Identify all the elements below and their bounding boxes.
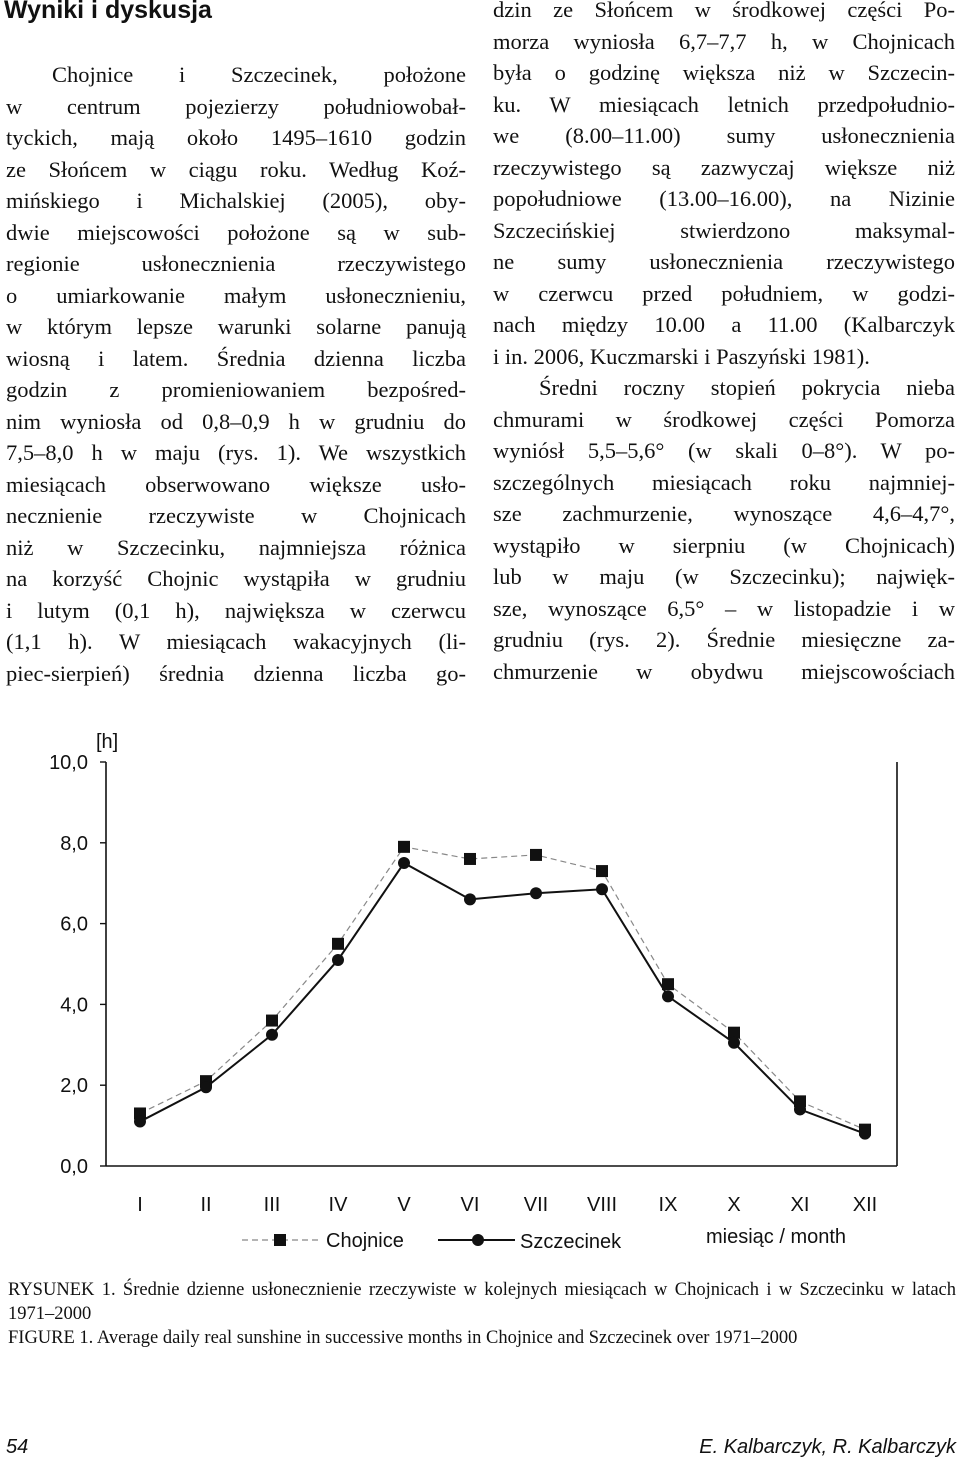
text-line: necznienie rzeczywiste w Chojnicach <box>6 503 466 528</box>
text-line: wyniósł 5,5–5,6° (w skali 0–8°). W po- <box>493 438 955 463</box>
legend-label-szczecinek: Szczecinek <box>520 1231 622 1253</box>
text-line: sze zachmurzenie, wynoszące 4,6–4,7°, <box>493 501 955 526</box>
data-point-chojnice <box>266 1015 278 1027</box>
text-line: szczególnych miesiącach roku najmniej- <box>493 469 955 495</box>
text-line: 7,5–8,0 h w maju (rys. 1). We wszystkich <box>6 440 466 465</box>
y-axis-unit-label: [h] <box>96 731 119 753</box>
text-line: i in. 2006, Kuczmarski i Paszyński 1981). <box>493 343 870 369</box>
text-line: w centrum pojezierzy południowobał- <box>6 93 466 119</box>
y-tick-label: 10,0 <box>49 752 88 774</box>
text-line: nach między 10.00 a 11.00 (Kalbarczyk <box>493 312 955 337</box>
x-axis-label: miesiąc / month <box>706 1226 847 1248</box>
text-column-left <box>6 59 466 689</box>
legend-marker-szczecinek <box>472 1234 484 1246</box>
text-line: regionie usłonecznienia rzeczywistego <box>6 251 466 276</box>
x-tick-label: X <box>727 1194 741 1216</box>
text-line: wystąpiło w sierpniu (w Chojnicach) <box>493 532 955 558</box>
x-tick-label: IV <box>328 1194 348 1216</box>
x-tick-label: III <box>263 1194 281 1216</box>
data-point-szczecinek <box>266 1029 278 1041</box>
text-line: godzin z promieniowaniem bezpośred- <box>6 377 466 402</box>
text-line: miesiącach obserwowano większe usło- <box>6 471 466 497</box>
y-tick-label: 2,0 <box>60 1075 88 1098</box>
data-point-szczecinek <box>794 1103 806 1115</box>
text-line: chmurzenie w obydwu miejscowościach <box>493 658 955 684</box>
data-point-chojnice <box>398 841 410 853</box>
text-line: morza wyniosła 6,7–7,7 h, w Chojnicach <box>493 28 955 54</box>
data-point-szczecinek <box>332 954 344 966</box>
y-tick-label: 0,0 <box>60 1156 88 1178</box>
text-line: na korzyść Chojnic wystąpiła w grudniu <box>6 566 466 591</box>
x-tick-label: VII <box>523 1194 549 1216</box>
series-line-chojnice <box>140 847 865 1130</box>
text-line: w czerwcu przed południem, w godzi- <box>493 280 955 306</box>
x-tick-label: XI <box>790 1194 810 1216</box>
x-tick-label: II <box>200 1194 212 1216</box>
data-point-chojnice <box>332 938 344 950</box>
data-point-chojnice <box>530 849 542 861</box>
text-line: ne sumy usłonecznienia rzeczywistego <box>493 249 955 274</box>
text-line: ku. W miesiącach letnich przedpołudnio- <box>493 91 955 117</box>
x-tick-label: VIII <box>586 1194 618 1216</box>
data-point-szczecinek <box>134 1116 146 1128</box>
x-tick-label: XII <box>852 1194 878 1216</box>
text-line: chmurami w środkowej części Pomorza <box>493 406 955 432</box>
text-line: dwie miejscowości położone są w sub- <box>6 219 466 245</box>
series-line-szczecinek <box>140 863 865 1134</box>
text-line: lub w maju (w Szczecinku); najwięk- <box>493 564 955 589</box>
data-point-szczecinek <box>530 887 542 899</box>
text-line: (1,1 h). W miesiącach wakacyjnych (li- <box>6 629 466 654</box>
x-tick-label: IX <box>658 1194 678 1216</box>
text-line: grudniu (rys. 2). Średnie miesięczne za- <box>493 627 955 652</box>
legend-label-chojnice: Chojnice <box>326 1230 404 1252</box>
text-line: o umiarkowanie małym usłonecznieniu, <box>6 282 466 308</box>
data-point-chojnice <box>464 853 476 865</box>
text-line: sze, wynoszące 6,5° – w listopadzie i w <box>493 595 955 621</box>
data-point-szczecinek <box>662 990 674 1002</box>
text-line: w którym lepsze warunki solarne panują <box>6 314 466 339</box>
text-line: rzeczywistego są zazwyczaj większe niż <box>493 154 955 180</box>
text-line: niż w Szczecinku, najmniejsza różnica <box>6 534 466 560</box>
text-line: piec-sierpień) średnia dzienna liczba go- <box>6 660 466 686</box>
y-tick-label: 8,0 <box>60 832 88 855</box>
text-line: tyckich, mają około 1495–1610 godzin <box>6 125 466 150</box>
text-line: wiosną i latem. Średnia dzienna liczba <box>6 345 466 371</box>
text-line: Szczecińskiej stwierdzono maksymal- <box>493 217 955 243</box>
y-tick-label: 4,0 <box>60 994 88 1017</box>
section-heading: Wyniki i dyskusja <box>4 0 212 24</box>
data-point-szczecinek <box>200 1081 212 1093</box>
legend-marker-chojnice <box>274 1234 286 1246</box>
caption-pl: RYSUNEK 1. Średnie dzienne usłonecznienie rzeczywiste w kolejnych miesiącach w Chojnicach i w Szczecinku w latach 1971–2000 <box>8 1280 956 1324</box>
text-line: we (8.00–11.00) sumy usłonecznienia <box>493 123 955 148</box>
figure-captions <box>8 1278 956 1350</box>
y-tick-label: 6,0 <box>60 913 88 936</box>
data-point-szczecinek <box>728 1037 740 1049</box>
text-line: nim wyniosła od 0,8–0,9 h w grudniu do <box>6 408 466 434</box>
text-line: była o godzinę większa niż w Szczecin- <box>493 60 955 85</box>
text-line: ze Słońcem w ciągu roku. Według Koź- <box>6 156 466 182</box>
data-point-chojnice <box>596 865 608 877</box>
text-line: dzin ze Słońcem w środkowej części Po- <box>493 0 955 22</box>
x-tick-label: V <box>397 1194 411 1216</box>
text-column-right <box>493 0 955 687</box>
data-point-szczecinek <box>859 1128 871 1140</box>
text-line: i lutym (0,1 h), największa w czerwcu <box>6 597 466 623</box>
text-line: mińskiego i Michalskiej (2005), oby- <box>6 188 466 213</box>
data-point-szczecinek <box>464 893 476 905</box>
data-point-szczecinek <box>398 857 410 869</box>
text-line: popołudniowe (13.00–16.00), na Nizinie <box>493 186 955 211</box>
page-number: 54 <box>6 1436 29 1458</box>
text-line: Średni roczny stopień pokrycia nieba <box>539 375 955 400</box>
x-tick-label: I <box>137 1194 143 1216</box>
text-line: Chojnice i Szczecinek, położone <box>52 62 466 87</box>
data-point-szczecinek <box>596 883 608 895</box>
footer-authors: E. Kalbarczyk, R. Kalbarczyk <box>699 1436 956 1458</box>
x-tick-label: VI <box>460 1194 480 1216</box>
sunshine-line-chart <box>0 720 960 1270</box>
caption-en: FIGURE 1. Average daily real sunshine in successive months in Chojnice and Szczecinek over 1971–2000 <box>8 1328 798 1348</box>
